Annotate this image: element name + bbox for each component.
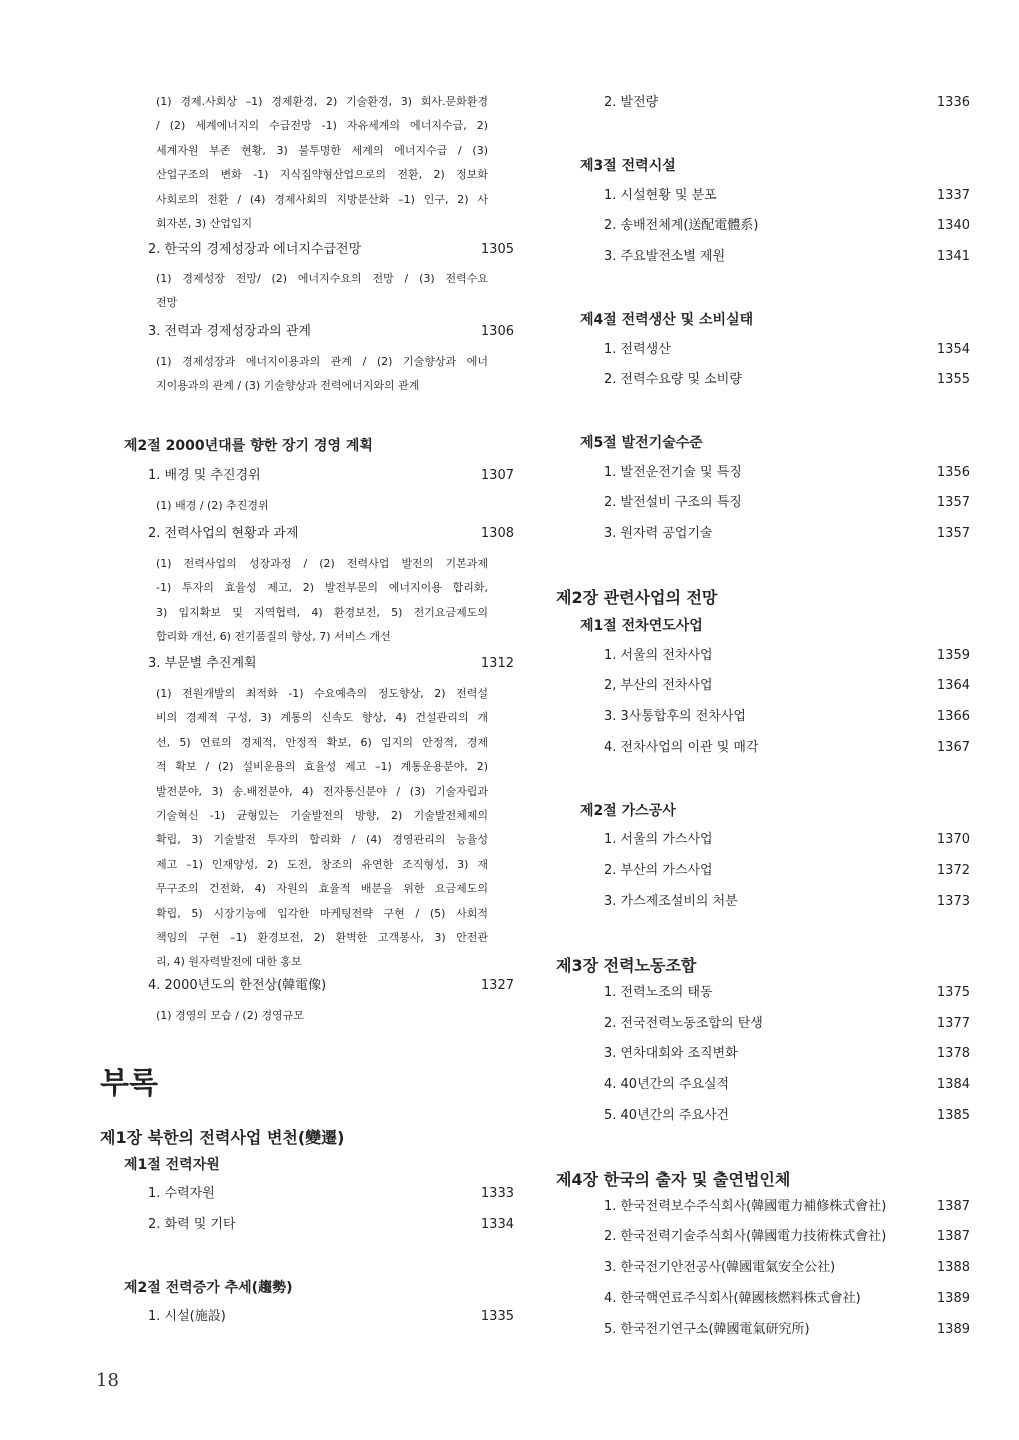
page-number-ref: 1306 [480, 324, 514, 339]
toc-description: (1) 배경 / (2) 추진경위 [156, 499, 269, 512]
toc-description: (1) 전원개발의 최적화 -1) 수요예측의 정도향상, 2) 전력설 비의 경제적 구성, 3) 계통의 신속도 향상, 4) 건설관리의 개 선, 5) 연료의 경제적, 안정적 확보, 6) 입지의 안정적, 경제 적 확보 / (2) 설비운용의 효율성 제고 –1) 계통운용분야, 2) 발전분야, 3) 송.배전분야, 4) 전자통신분야 / (3) 기술자립과 기술혁신 -1) 균형있는 기술발전의 방향, 2) 기술발전체제의 확립, 3) 기술발전 투자의 합리화 / (4) 경영관리의 능율성 제고 –1) 인재양성, 2) 도전, 창조의 유연한 조직형성, 3) 재 무구조의 건전화, 4) 자원의 효율적 배분을 위한 요금제도의 확립, 5) 시장기능에 입각한 마케팅전략 구현 / (5) 사회적 책임의 구현 –1) 환경보전, 2) 환벽한 고객봉사, 3) 안전관 리, 4) 원자력발전에 대한 홍보 [156, 687, 488, 969]
toc-entry[interactable]: 4. 한국핵연료주식회사(韓國核燃料株式會社) 1389 [604, 1287, 970, 1311]
toc-entry[interactable]: 1. 시설(施設) 1335 [148, 1305, 514, 1329]
toc-entry[interactable]: 1. 전력노조의 태동 1375 [604, 981, 970, 1005]
page-number-ref: 1364 [936, 678, 970, 693]
toc-entry[interactable]: 1. 한국전력보수주식회사(韓國電力補修株式會社) 1387 [604, 1195, 970, 1219]
appendix-title: 부록 [100, 1066, 158, 1101]
toc-entry[interactable]: 3. 3사통합후의 전차사업 1366 [604, 705, 970, 729]
page-number-ref: 1377 [936, 1016, 970, 1031]
toc-entry[interactable]: 1. 서울의 전차사업 1359 [604, 644, 970, 668]
page-number-ref: 1356 [936, 465, 970, 480]
chapter-heading: 제2장 관련사업의 전망 [556, 588, 718, 607]
toc-entry[interactable]: 1. 서울의 가스사업 1370 [604, 828, 970, 852]
page-number-ref: 1370 [936, 832, 970, 847]
page-number-ref: 1312 [480, 656, 514, 671]
toc-description: (1) 전력사업의 성장과정 / (2) 전력사업 발전의 기본과제 -1) 투자의 효율성 제고, 2) 발전부문의 에너지이용 합리화, 3) 입지확보 및 지역협력, 4) 환경보전, 5) 전기요금제도의 합리화 개선, 6) 전기품질의 향상, 7) 서비스 개선 [156, 557, 488, 644]
page-number-ref: 1389 [936, 1322, 970, 1337]
toc-entry[interactable]: 4. 2000년도의 한전상(韓電像) 1327 [148, 974, 514, 998]
page-number-ref: 1340 [936, 218, 970, 233]
toc-description: (1) 경제.사회상 –1) 경제환경, 2) 기술환경, 3) 회사.문화환경 / (2) 세계에너지의 수급전망 -1) 자유세계의 에너지수급, 2) 세계자원 부존 현황, 3) 불투명한 세계의 에너지수급 / (3) 산업구조의 변화 -1) 지식집약형산업으로의 전환, 2) 정보화 사회로의 전환 / (4) 경제사회의 지방분산화 –1) 인구, 2) 사 회자본, 3) 산업입지 [156, 95, 488, 231]
toc-entry[interactable]: 1. 시설현황 및 분포 1337 [604, 184, 970, 208]
page-number-ref: 1389 [936, 1291, 970, 1306]
page-number-ref: 1337 [936, 188, 970, 203]
toc-description: (1) 경제성장과 에너지이용과의 관계 / (2) 기술향상과 에너 지이용과의 관계 / (3) 기술향상과 전력에너지와의 관계 [156, 355, 488, 393]
toc-entry[interactable]: 2. 화력 및 기타 1334 [148, 1213, 514, 1237]
section-heading: 제2절 2000년대를 향한 장기 경영 계획 [124, 438, 373, 454]
page-number-ref: 1388 [936, 1260, 970, 1275]
toc-entry[interactable]: 3. 가스제조설비의 처분 1373 [604, 890, 970, 914]
page-number-ref: 1341 [936, 249, 970, 264]
page-number-ref: 1357 [936, 526, 970, 541]
page-number-ref: 1355 [936, 372, 970, 387]
toc-entry[interactable]: 1. 발전운전기술 및 특징 1356 [604, 461, 970, 485]
page-number-ref: 1367 [936, 740, 970, 755]
toc-entry[interactable]: 2. 부산의 가스사업 1372 [604, 859, 970, 883]
toc-entry[interactable]: 1. 전력생산 1354 [604, 338, 970, 362]
toc-entry[interactable]: 2. 전국전력노동조합의 탄생 1377 [604, 1012, 970, 1036]
page-number-ref: 1359 [936, 648, 970, 663]
page-number: 18 [96, 1370, 119, 1391]
page-number-ref: 1387 [936, 1199, 970, 1214]
section-heading: 제2절 가스공사 [580, 803, 676, 819]
section-heading: 제1절 전차연도사업 [580, 618, 703, 634]
page-number-ref: 1373 [936, 894, 970, 909]
section-heading: 제4절 전력생산 및 소비실태 [580, 312, 754, 328]
chapter-heading: 제3장 전력노동조합 [556, 956, 697, 975]
page-number-ref: 1357 [936, 495, 970, 510]
section-heading: 제1절 전력자원 [124, 1157, 220, 1173]
section-heading: 제3절 전력시설 [580, 158, 676, 174]
toc-entry[interactable]: 1. 수력자원 1333 [148, 1182, 514, 1206]
toc-entry[interactable]: 3. 연차대회와 조직변화 1378 [604, 1042, 970, 1066]
chapter-heading: 제1장 북한의 전력사업 변천(變遷) [100, 1128, 345, 1147]
toc-description: (1) 경제성장 전망/ (2) 에너지수요의 전망 / (3) 전력수요 전망 [156, 272, 488, 310]
page-number-ref: 1334 [480, 1217, 514, 1232]
page-number-ref: 1336 [936, 95, 970, 110]
toc-entry[interactable]: 2. 발전량 1336 [604, 91, 970, 115]
page-number-ref: 1384 [936, 1077, 970, 1092]
toc-entry[interactable]: 1. 배경 및 추진경위 1307 [148, 464, 514, 488]
toc-description: (1) 경영의 모습 / (2) 경영규모 [156, 1009, 304, 1022]
page-number-ref: 1335 [480, 1309, 514, 1324]
toc-entry[interactable]: 2, 부산의 전차사업 1364 [604, 674, 970, 698]
toc-entry[interactable]: 4. 전차사업의 이관 및 매각 1367 [604, 736, 970, 760]
toc-entry[interactable]: 3. 부문별 추진계획 1312 [148, 652, 514, 676]
toc-entry[interactable]: 3. 전력과 경제성장과의 관계 1306 [148, 320, 514, 344]
page-number-ref: 1327 [480, 978, 514, 993]
toc-entry[interactable]: 4. 40년간의 주요실적 1384 [604, 1073, 970, 1097]
toc-entry[interactable]: 2. 송배전체계(送配電體系) 1340 [604, 214, 970, 238]
page-number-ref: 1354 [936, 342, 970, 357]
page-number-ref: 1305 [480, 242, 514, 257]
page-number-ref: 1308 [480, 526, 514, 541]
toc-entry[interactable]: 3. 주요발전소별 제원 1341 [604, 245, 970, 269]
section-heading: 제5절 발전기술수준 [580, 435, 703, 451]
toc-entry[interactable]: 5. 한국전기연구소(韓國電氣研究所) 1389 [604, 1318, 970, 1342]
page-number-ref: 1372 [936, 863, 970, 878]
page-number-ref: 1378 [936, 1046, 970, 1061]
section-heading: 제2절 전력증가 추세(趨勢) [124, 1280, 293, 1296]
page-number-ref: 1307 [480, 468, 514, 483]
toc-entry[interactable]: 2. 전력사업의 현황과 과제 1308 [148, 522, 514, 546]
page-number-ref: 1385 [936, 1108, 970, 1123]
page-number-ref: 1366 [936, 709, 970, 724]
toc-entry[interactable]: 5. 40년간의 주요사건 1385 [604, 1104, 970, 1128]
toc-entry[interactable]: 3. 한국전기안전공사(韓國電氣安全公社) 1388 [604, 1256, 970, 1280]
chapter-heading: 제4장 한국의 출자 및 출연법인체 [556, 1170, 791, 1189]
page-number-ref: 1333 [480, 1186, 514, 1201]
page-number-ref: 1387 [936, 1229, 970, 1244]
toc-entry[interactable]: 2. 발전설비 구조의 특징 1357 [604, 491, 970, 515]
toc-entry[interactable]: 2. 전력수요량 및 소비량 1355 [604, 368, 970, 392]
toc-entry[interactable]: 2. 한국의 경제성장과 에너지수급전망 1305 [148, 238, 514, 262]
toc-entry[interactable]: 3. 원자력 공업기술 1357 [604, 522, 970, 546]
page-number-ref: 1375 [936, 985, 970, 1000]
toc-entry[interactable]: 2. 한국전력기술주식회사(韓國電力技術株式會社) 1387 [604, 1225, 970, 1249]
